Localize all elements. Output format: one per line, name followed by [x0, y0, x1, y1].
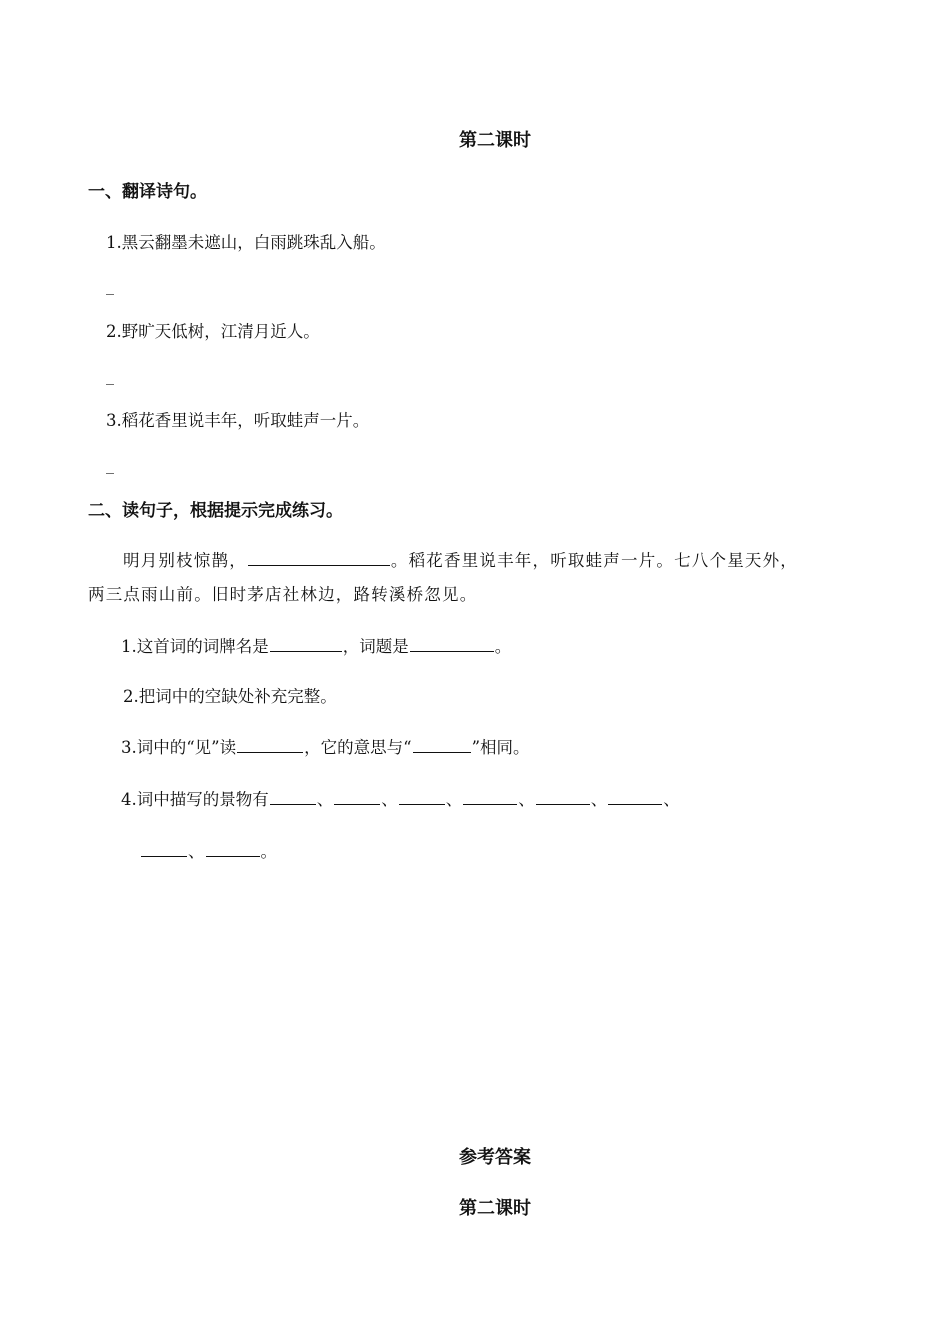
poem-text: 明月别枝惊鹊， [123, 551, 247, 570]
poem-blank[interactable] [248, 549, 390, 566]
answer-line-3: _ [106, 455, 114, 474]
separator: 、 [381, 790, 398, 809]
scenery-blank[interactable] [463, 788, 517, 805]
question-text: 3.词中的“见”读 [121, 738, 237, 757]
question-text: 。 [494, 637, 512, 656]
separator: 、 [663, 790, 680, 809]
question-2-4-cont [140, 838, 277, 862]
question-2-2: 2.把词中的空缺处补充完整。 [123, 687, 337, 706]
poem-line-1 [123, 547, 798, 571]
scenery-blank[interactable] [141, 840, 187, 857]
section2-heading: 二、读句子，根据提示完成练习。 [88, 501, 343, 521]
scenery-blank[interactable] [334, 788, 380, 805]
citi-blank[interactable] [410, 635, 494, 652]
question-text: ，它的意思与“ [304, 738, 412, 757]
poem-line-2: 两三点雨山前。旧时茅店社林边，路转溪桥忽见。 [88, 585, 478, 604]
question-text: 4.词中描写的景物有 [121, 790, 269, 809]
question-2-4 [121, 786, 680, 810]
question-text: 1.这首词的词牌名是 [121, 637, 269, 656]
separator: 、 [316, 790, 334, 809]
question-text: ”相同。 [471, 738, 530, 757]
page-title: 第二课时 [459, 130, 531, 151]
question-1-2: 2.野旷天低树，江清月近人。 [106, 322, 320, 341]
end-mark: 。 [260, 842, 277, 861]
meaning-blank[interactable] [413, 736, 471, 753]
question-2-1 [121, 633, 511, 657]
separator: 、 [590, 790, 608, 809]
poem-text: 。稻花香里说丰年，听取蛙声一片。七八个星天外， [390, 551, 799, 570]
scenery-blank[interactable] [608, 788, 662, 805]
scenery-blank[interactable] [536, 788, 590, 805]
question-1-3: 3.稻花香里说丰年，听取蛙声一片。 [106, 411, 370, 430]
separator: 、 [445, 790, 463, 809]
answers-heading: 参考答案 [459, 1147, 531, 1168]
question-2-3 [121, 734, 530, 758]
section1-heading: 一、翻译诗句。 [88, 182, 207, 202]
answers-subtitle: 第二课时 [459, 1198, 531, 1219]
pronunciation-blank[interactable] [237, 736, 303, 753]
answer-line-1: _ [106, 276, 114, 295]
question-1-1: 1.黑云翻墨未遮山，白雨跳珠乱入船。 [106, 233, 386, 252]
cipai-blank[interactable] [270, 635, 342, 652]
question-text: ，词题是 [342, 637, 409, 656]
separator: 、 [188, 842, 205, 861]
scenery-blank[interactable] [399, 788, 445, 805]
separator: 、 [518, 790, 535, 809]
scenery-blank[interactable] [206, 840, 260, 857]
answer-line-2: _ [106, 366, 114, 385]
scenery-blank[interactable] [270, 788, 316, 805]
